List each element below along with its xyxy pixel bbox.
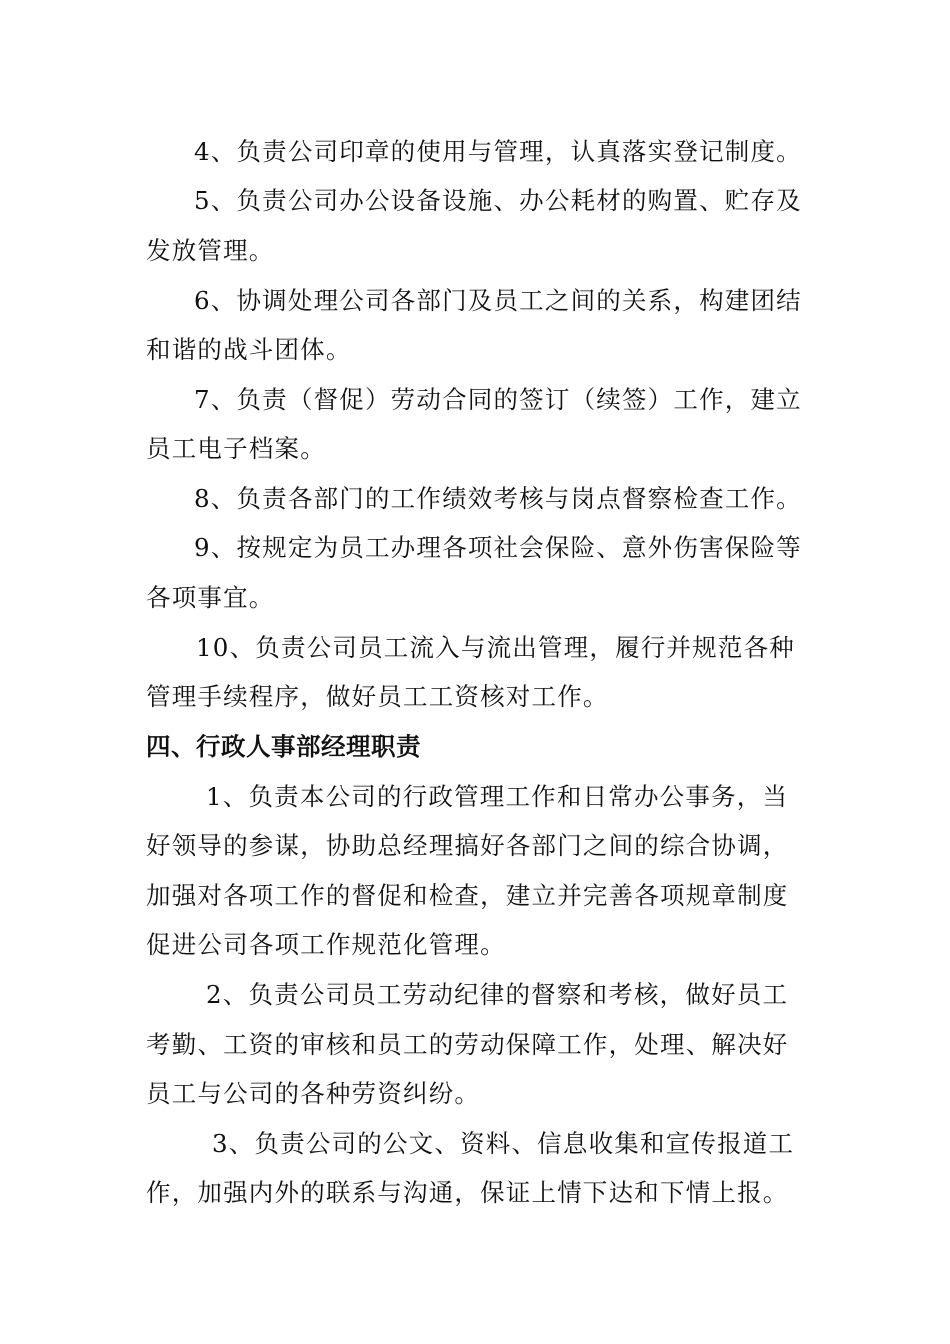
paragraph-line: 4、负责公司印章的使用与管理，认真落实登记制度。: [194, 137, 802, 166]
paragraph-line: 9、按规定为员工办理各项社会保险、意外伤害保险等: [194, 533, 802, 562]
paragraph-line: 各项事宜。: [146, 583, 275, 612]
paragraph-line: 好领导的参谋，协助总经理搞好各部门之间的综合协调，: [146, 831, 789, 860]
paragraph-line: 和谐的战斗团体。: [146, 335, 352, 364]
paragraph-line: 6、协调处理公司各部门及员工之间的关系，构建团结: [194, 286, 802, 315]
paragraph-line: 1、负责本公司的行政管理工作和日常办公事务，当: [206, 782, 789, 811]
paragraph-line: 7、负责（督促）劳动合同的签订（续签）工作，建立: [194, 385, 802, 414]
paragraph-line: 加强对各项工作的督促和检查，建立并完善各项规章制度: [146, 881, 789, 910]
paragraph-line: 5、负责公司办公设备设施、办公耗材的购置、贮存及: [194, 186, 802, 215]
paragraph-line: 管理手续程序，做好员工工资核对工作。: [146, 682, 609, 711]
paragraph-line: 2、负责公司员工劳动纪律的督察和考核，做好员工: [206, 980, 789, 1009]
section-heading: 四、行政人事部经理职责: [146, 732, 421, 761]
paragraph-line: 发放管理。: [146, 236, 275, 265]
paragraph-line: 员工电子档案。: [146, 434, 326, 463]
paragraph-line: 10、负责公司员工流入与流出管理，履行并规范各种: [196, 633, 795, 662]
paragraph-line: 作，加强内外的联系与沟通，保证上情下达和下情上报。: [146, 1178, 789, 1207]
paragraph-line: 考勤、工资的审核和员工的劳动保障工作，处理、解决好: [146, 1030, 789, 1059]
paragraph-line: 员工与公司的各种劳资纠纷。: [146, 1079, 481, 1108]
paragraph-line: 8、负责各部门的工作绩效考核与岗点督察检查工作。: [194, 484, 802, 513]
paragraph-line: 促进公司各项工作规范化管理。: [146, 930, 506, 959]
paragraph-line: 3、负责公司的公文、资料、信息收集和宣传报道工: [212, 1129, 795, 1158]
